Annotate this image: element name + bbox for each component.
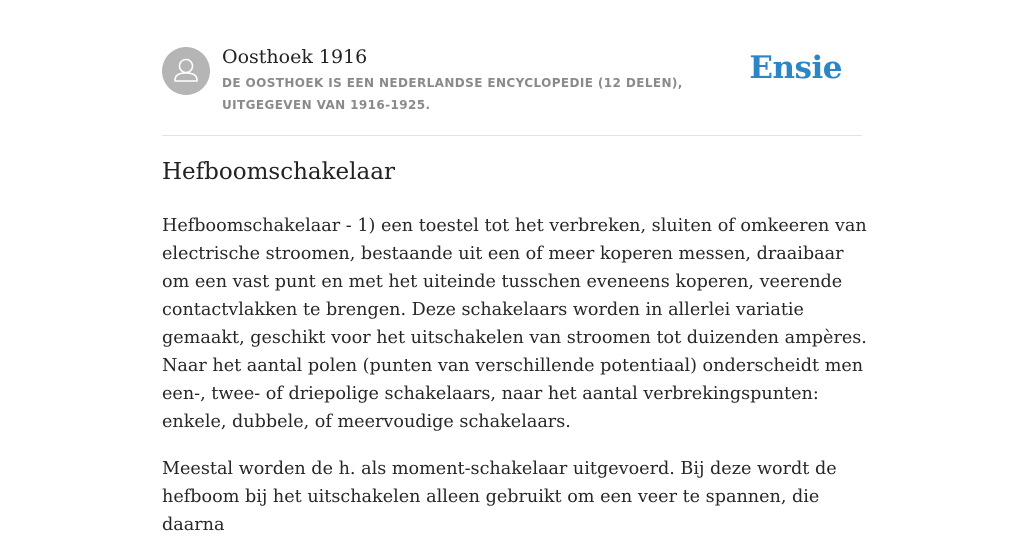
avatar[interactable] xyxy=(162,47,210,95)
ensie-logo-link[interactable]: Ensie xyxy=(749,50,842,86)
user-icon xyxy=(162,47,210,95)
article-body xyxy=(162,212,867,558)
page-content xyxy=(162,0,867,535)
source-description: DE OOSTHOEK IS EEN NEDERLANDSE ENCYCLOPEDIE (12 DELEN), UITGEGEVEN VAN 1916-1925. xyxy=(222,76,683,112)
article-paragraph: Hefboomschakelaar - 1) een toestel tot het verbreken, sluiten of omkeeren van electrische stroomen, bestaande uit een of meer koperen messen, draaibaar om een vast punt en met het uiteinde tusschen eveneens koperen, veerende contactvlakken te brengen. Deze schakelaars worden in allerlei variatie gemaakt, geschikt voor het uitschakelen van stroomen tot duizenden ampères. Naar het aantal polen (punten van verschillende potentiaal) onderscheidt men een-, twee- of driepolige schakelaars, naar het aantal verbrekingspunten: enkele, dubbele, of meervoudige schakelaars. xyxy=(162,216,867,432)
article-title: Hefboomschakelaar xyxy=(162,159,395,185)
source-name[interactable]: Oosthoek 1916 xyxy=(222,46,368,68)
article-paragraph: Meestal worden de h. als moment-schakelaar uitgevoerd. Bij deze wordt de hefboom bij het uitschakelen alleen gebruikt om een veer te spannen, die daarna xyxy=(162,459,837,535)
source-header xyxy=(162,0,862,136)
